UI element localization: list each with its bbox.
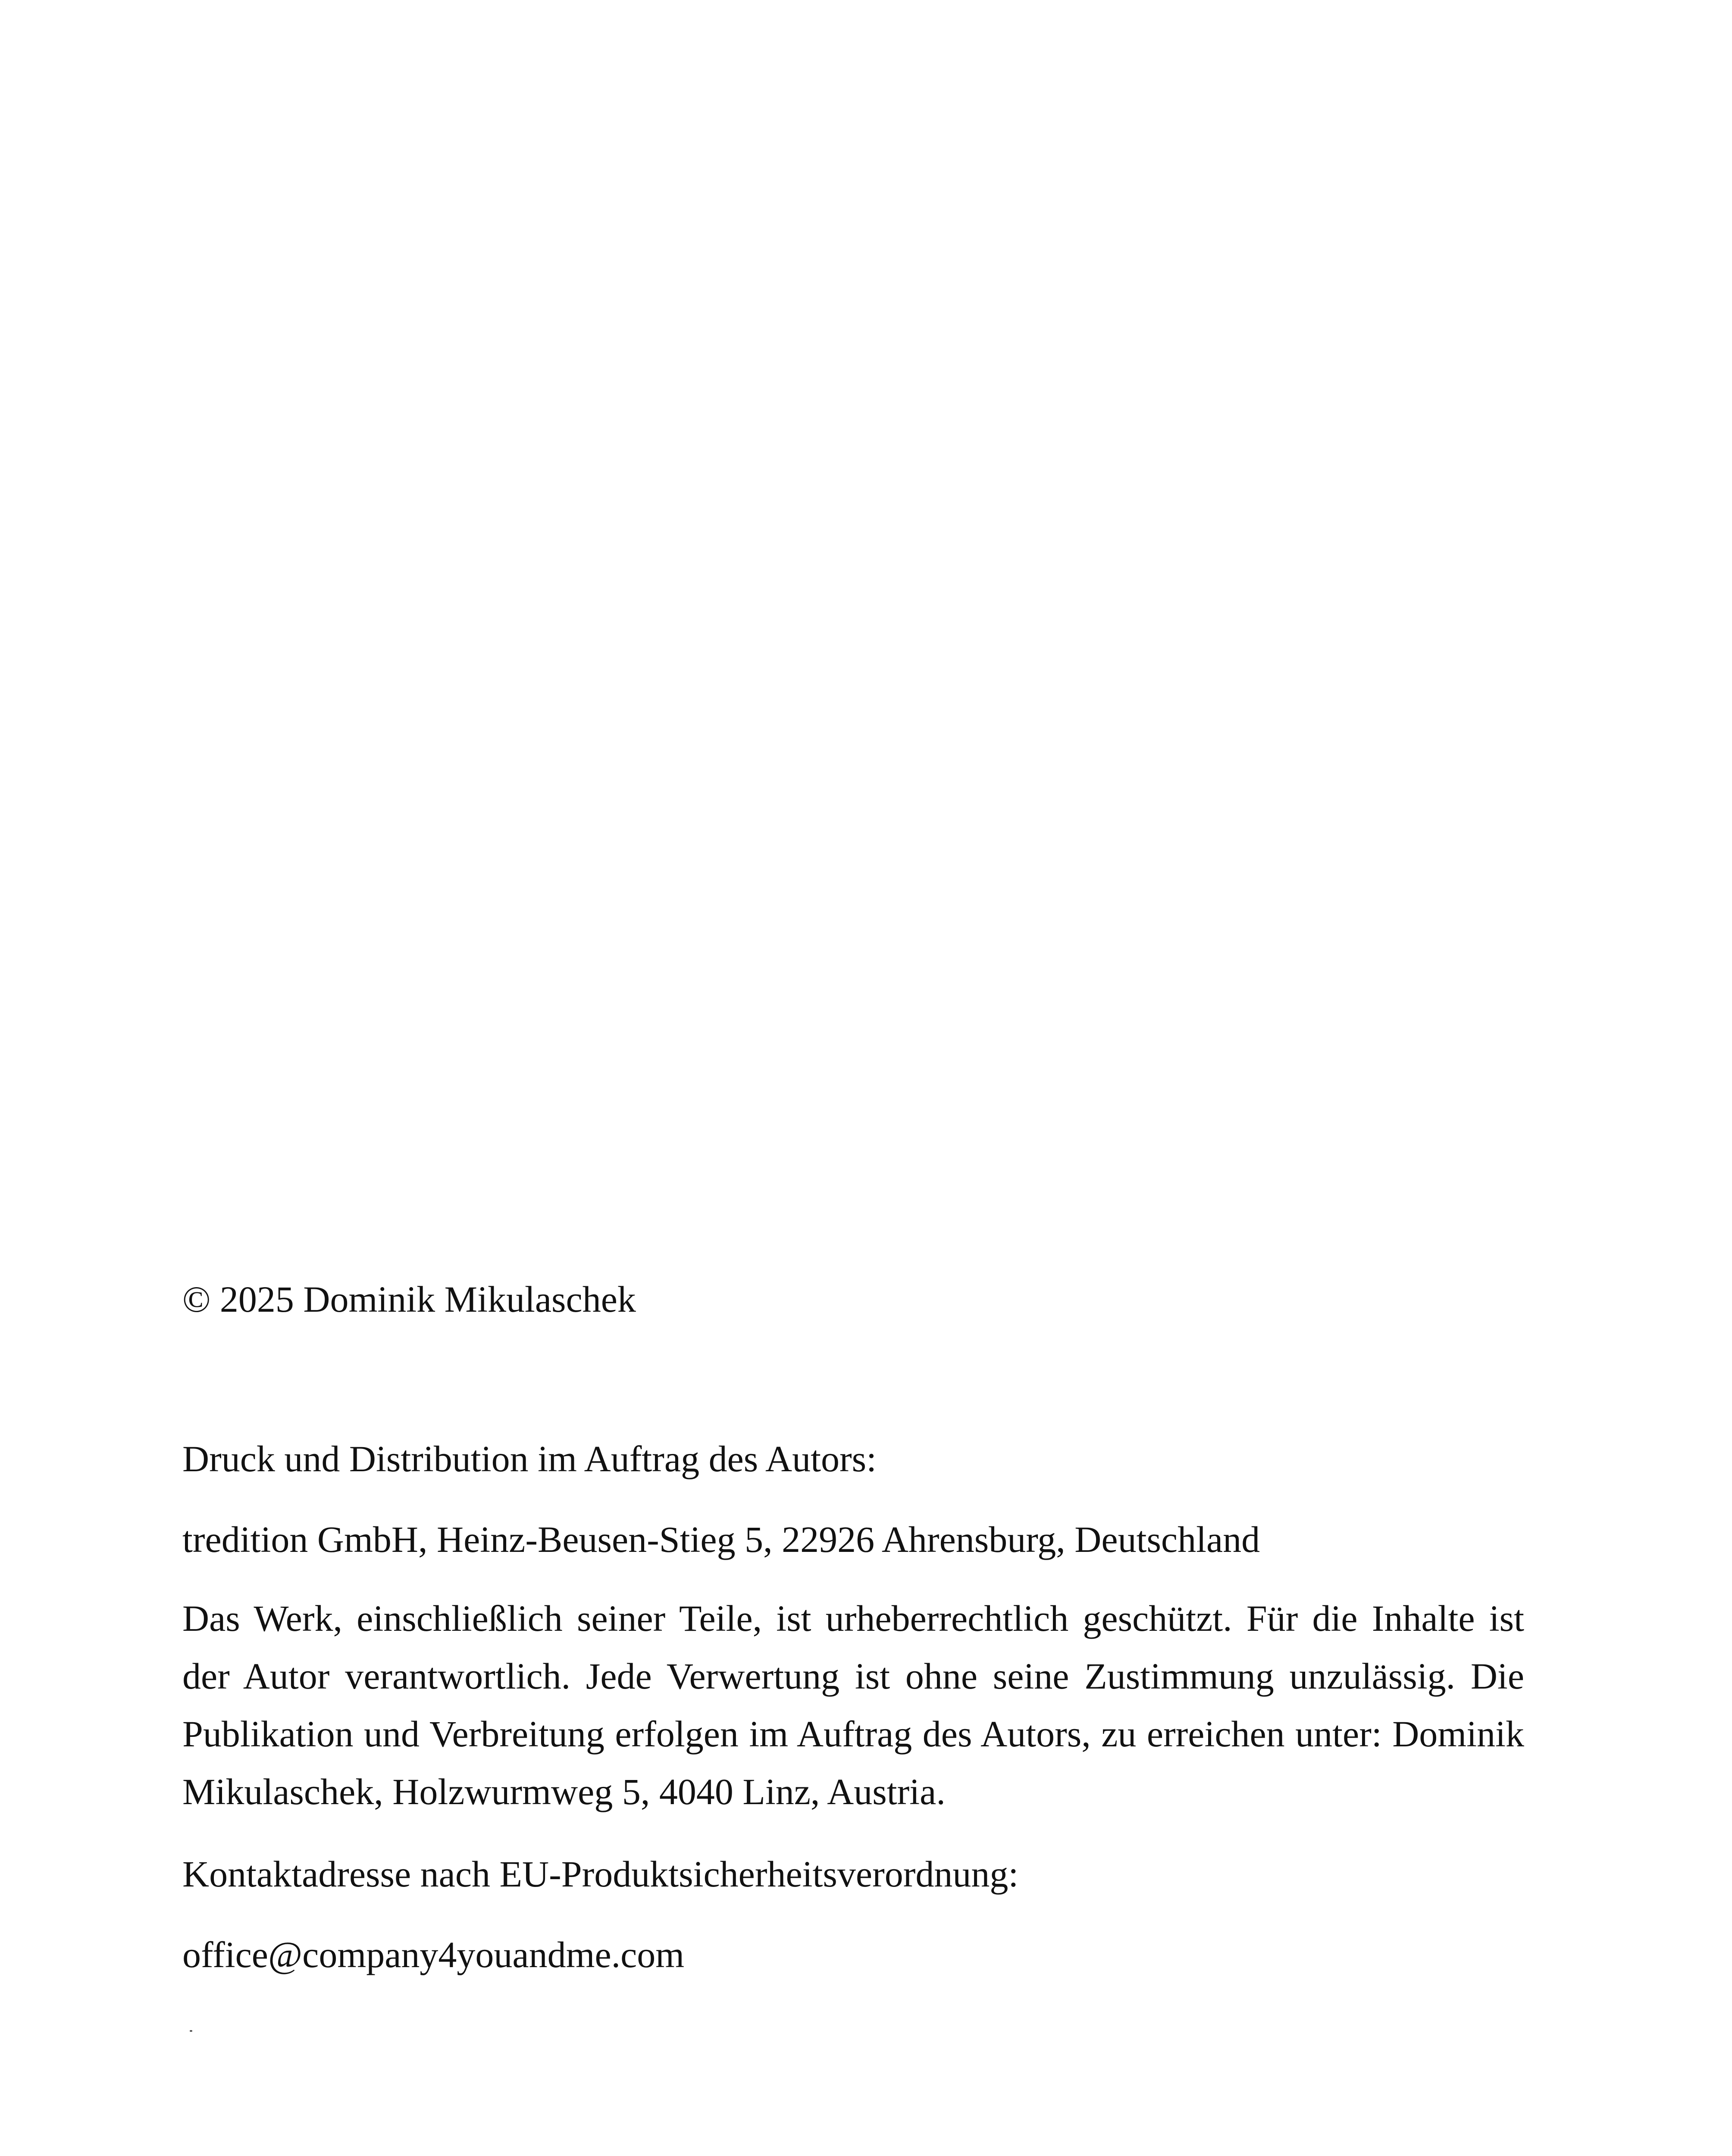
publisher-address: tredition GmbH, Heinz-Beusen-Stieg 5, 22926 Ahrensburg, Deutschland xyxy=(182,1519,1260,1560)
contact-heading: Kontaktadresse nach EU-Produktsicherheitsverordnung: xyxy=(182,1853,1019,1895)
contact-email: office@company4youandme.com xyxy=(182,1934,685,1975)
copyright-notice: © 2025 Dominik Mikulaschek xyxy=(182,1279,636,1320)
print-distribution-heading: Druck und Distribution im Auftrag des Autors: xyxy=(182,1438,877,1479)
copyright-rights-paragraph: Das Werk, einschließlich seiner Teile, ist urheberrechtlich geschützt. Für die Inhalte ist der Autor verantwortlich. Jede Verwertung ist ohne seine Zustimmung unzulässig. Die Publikation und Verbreitung erfolgen im Auftrag des Autors, zu erreichen unter: Dominik Mikulaschek, Holzwurmweg 5, 4040 Linz, Austria. xyxy=(182,1598,1524,1812)
stray-dot-mark xyxy=(190,2030,192,2032)
